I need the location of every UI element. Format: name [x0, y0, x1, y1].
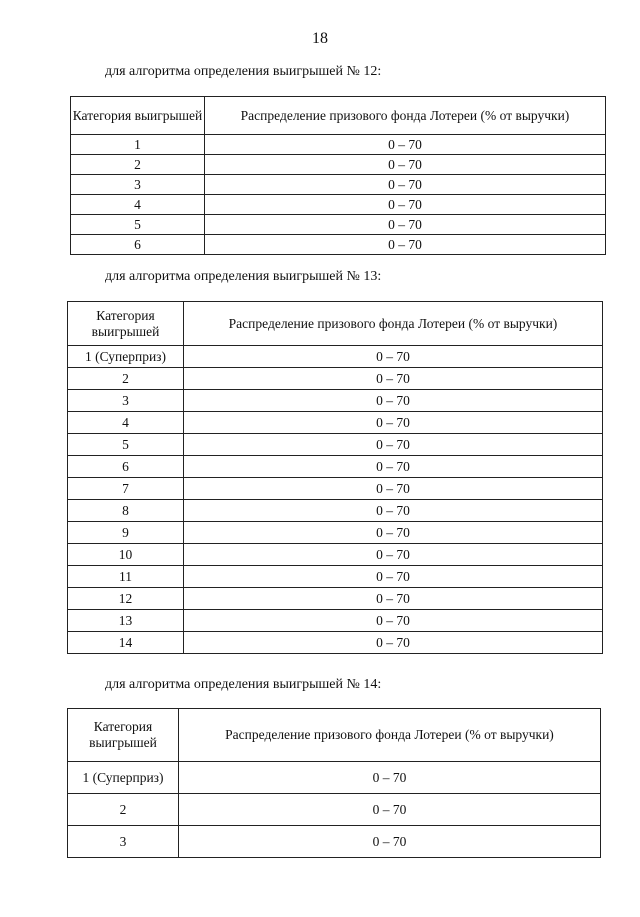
table-row	[68, 794, 601, 826]
table-row	[68, 456, 603, 478]
table-body	[68, 762, 601, 858]
category-cell: 4	[71, 195, 205, 215]
table-row	[68, 566, 603, 588]
category-cell: 3	[68, 826, 179, 858]
distribution-cell: 0 – 70	[184, 434, 603, 456]
category-cell: 1 (Суперприз)	[68, 762, 179, 794]
distribution-cell: 0 – 70	[184, 500, 603, 522]
column-header-distribution: Распределение призового фонда Лотереи (% от выручки)	[184, 302, 603, 346]
distribution-cell: 0 – 70	[184, 632, 603, 654]
category-cell: 9	[68, 522, 184, 544]
column-header-category: Категория выигрышей	[68, 302, 184, 346]
table-row	[68, 346, 603, 368]
table-row	[71, 175, 606, 195]
distribution-cell: 0 – 70	[205, 235, 606, 255]
category-cell: 6	[68, 456, 184, 478]
category-cell: 7	[68, 478, 184, 500]
prize-table-13	[67, 301, 603, 654]
table-row	[68, 412, 603, 434]
distribution-cell: 0 – 70	[179, 794, 601, 826]
distribution-cell: 0 – 70	[184, 478, 603, 500]
section-heading-14: для алгоритма определения выигрышей № 14:	[105, 677, 382, 692]
prize-table-12	[70, 96, 606, 255]
section-heading-13: для алгоритма определения выигрышей № 13:	[105, 269, 382, 284]
distribution-cell: 0 – 70	[205, 195, 606, 215]
category-cell: 3	[68, 390, 184, 412]
category-cell: 13	[68, 610, 184, 632]
distribution-cell: 0 – 70	[205, 215, 606, 235]
distribution-cell: 0 – 70	[184, 544, 603, 566]
table-row	[71, 195, 606, 215]
category-cell: 4	[68, 412, 184, 434]
distribution-cell: 0 – 70	[205, 155, 606, 175]
table-row	[68, 610, 603, 632]
table-row	[68, 826, 601, 858]
distribution-cell: 0 – 70	[205, 175, 606, 195]
table-row	[68, 588, 603, 610]
distribution-cell: 0 – 70	[179, 826, 601, 858]
category-cell: 2	[68, 368, 184, 390]
column-header-distribution: Распределение призового фонда Лотереи (% от выручки)	[205, 97, 606, 135]
category-cell: 5	[71, 215, 205, 235]
table-row	[68, 368, 603, 390]
distribution-cell: 0 – 70	[184, 522, 603, 544]
table-row	[68, 478, 603, 500]
distribution-cell: 0 – 70	[184, 346, 603, 368]
distribution-cell: 0 – 70	[184, 588, 603, 610]
category-cell: 5	[68, 434, 184, 456]
table-row	[68, 544, 603, 566]
category-cell: 2	[68, 794, 179, 826]
category-cell: 14	[68, 632, 184, 654]
category-cell: 2	[71, 155, 205, 175]
category-cell: 3	[71, 175, 205, 195]
table-row	[68, 522, 603, 544]
table-row	[71, 215, 606, 235]
column-header-category: Категория выигрышей	[71, 97, 205, 135]
distribution-cell: 0 – 70	[184, 390, 603, 412]
table-row	[68, 632, 603, 654]
distribution-cell: 0 – 70	[184, 412, 603, 434]
distribution-cell: 0 – 70	[184, 456, 603, 478]
category-cell: 6	[71, 235, 205, 255]
table-body	[71, 135, 606, 255]
table-row	[68, 390, 603, 412]
category-cell: 12	[68, 588, 184, 610]
distribution-cell: 0 – 70	[184, 566, 603, 588]
distribution-cell: 0 – 70	[184, 610, 603, 632]
page-number: 18	[312, 30, 328, 47]
table-row	[71, 235, 606, 255]
category-cell: 1	[71, 135, 205, 155]
table-body	[68, 346, 603, 654]
distribution-cell: 0 – 70	[179, 762, 601, 794]
table-row	[71, 155, 606, 175]
table-row	[68, 434, 603, 456]
table-row	[68, 500, 603, 522]
column-header-distribution: Распределение призового фонда Лотереи (% от выручки)	[179, 709, 601, 762]
table-row	[71, 135, 606, 155]
column-header-category: Категория выигрышей	[68, 709, 179, 762]
distribution-cell: 0 – 70	[205, 135, 606, 155]
prize-table-14	[67, 708, 601, 858]
table-row	[68, 762, 601, 794]
section-heading-12: для алгоритма определения выигрышей № 12:	[105, 64, 382, 79]
category-cell: 1 (Суперприз)	[68, 346, 184, 368]
category-cell: 8	[68, 500, 184, 522]
distribution-cell: 0 – 70	[184, 368, 603, 390]
category-cell: 10	[68, 544, 184, 566]
category-cell: 11	[68, 566, 184, 588]
